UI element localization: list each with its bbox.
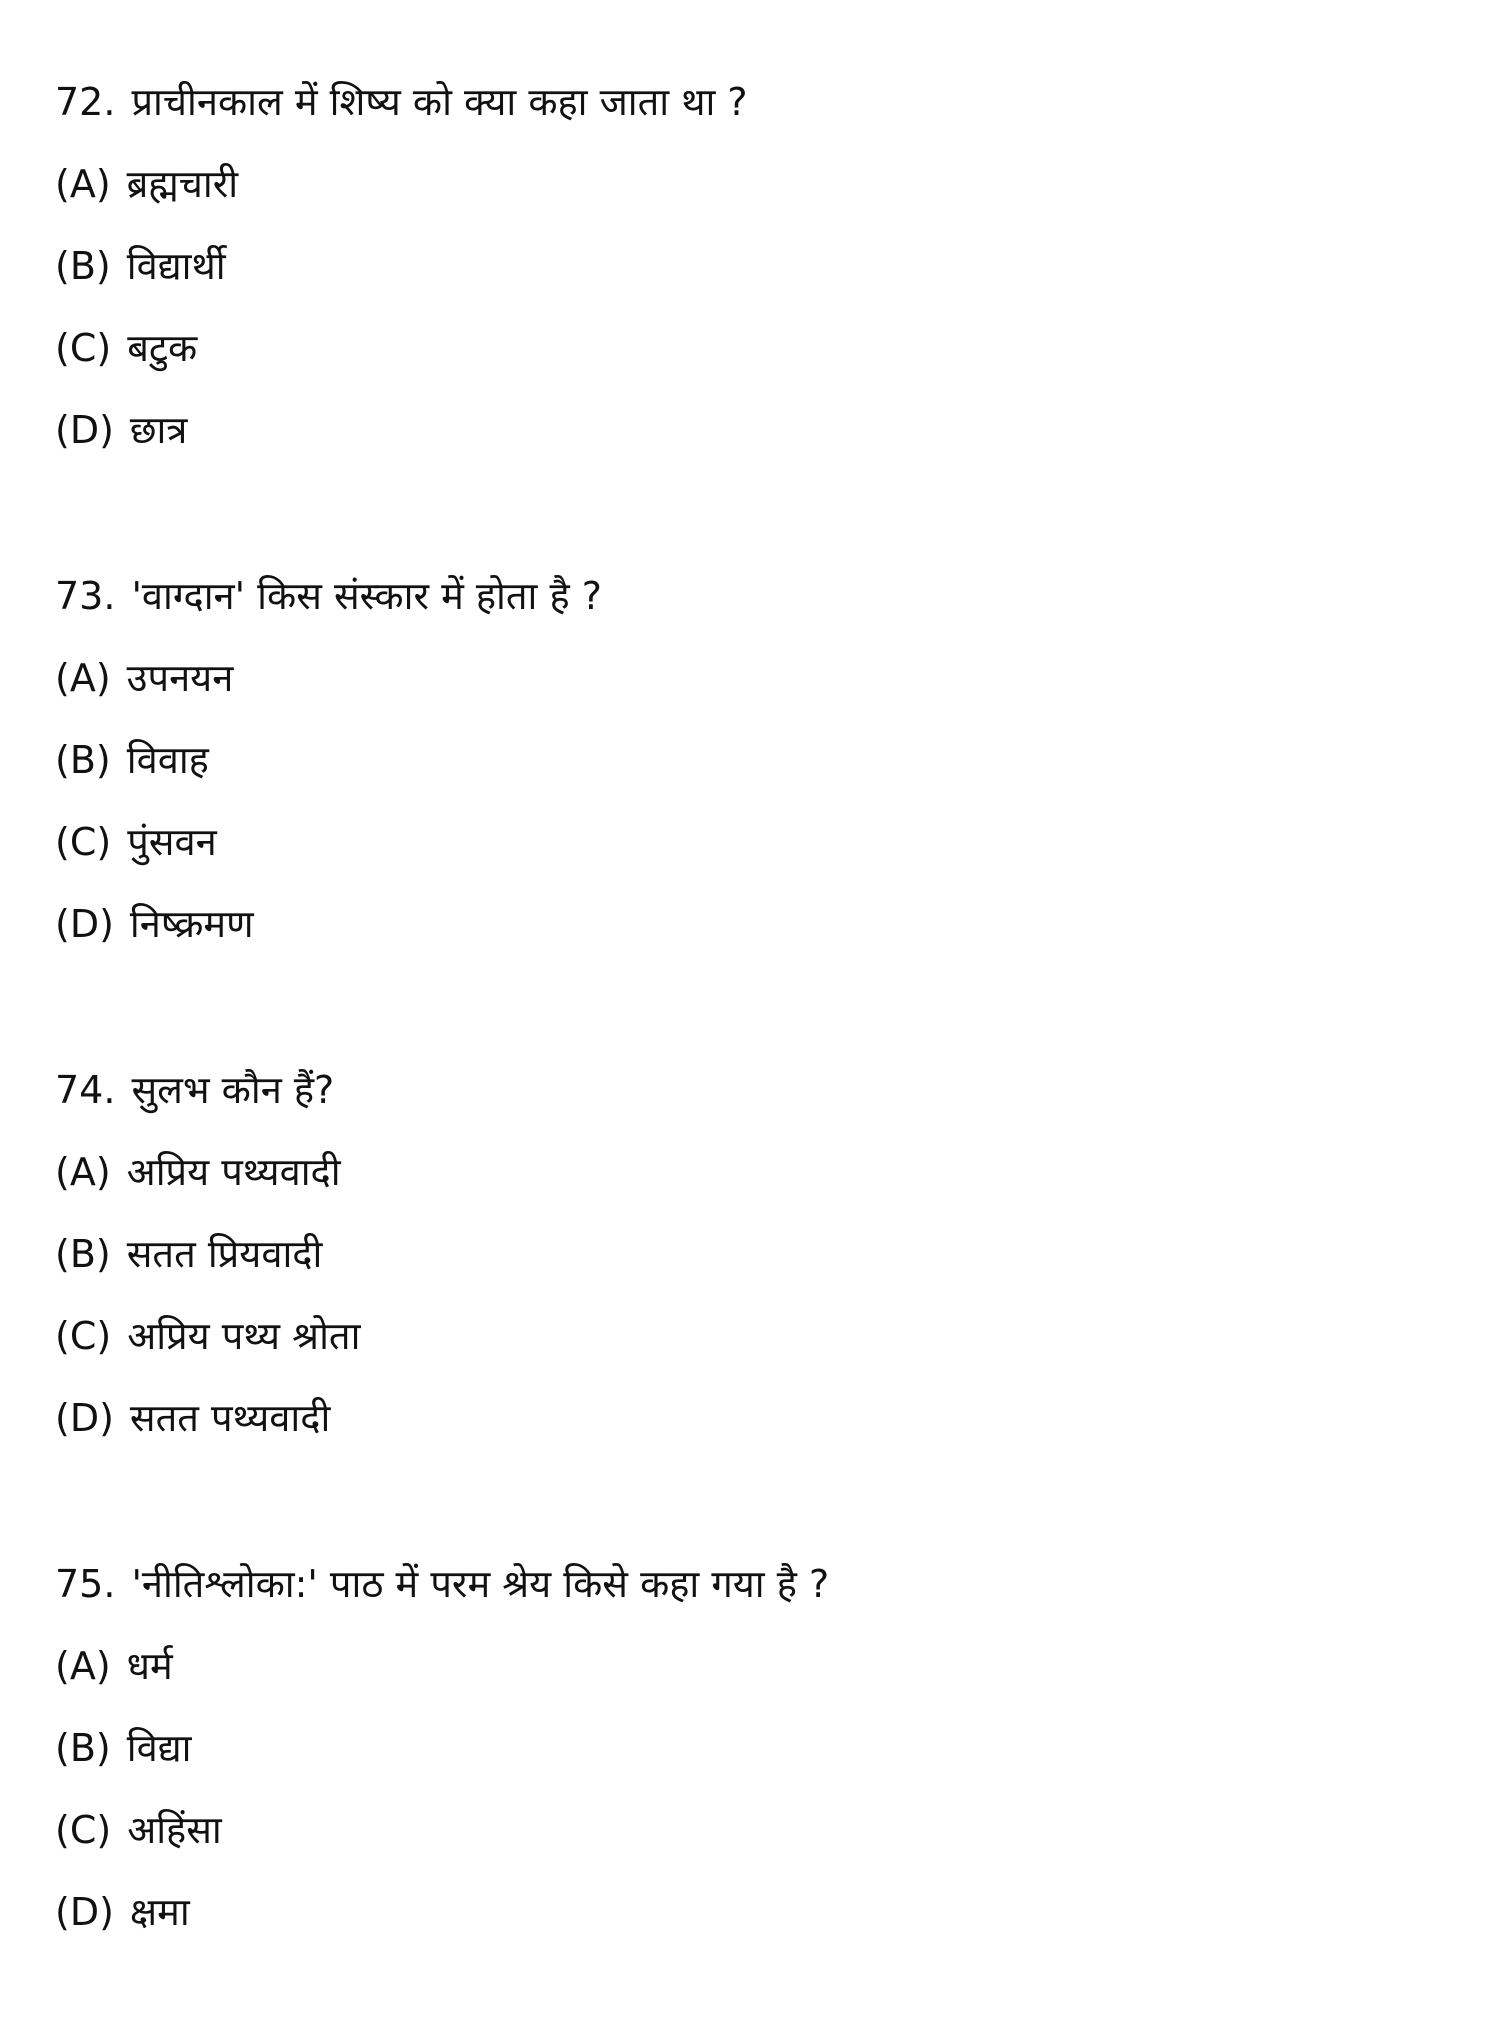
question-text: प्राचीनकाल में शिष्य को क्या कहा जाता था ?	[131, 80, 748, 124]
option-text: अहिंसा	[127, 1808, 222, 1852]
option-label: (B)	[55, 1726, 111, 1770]
option-text: ब्रह्मचारी	[126, 162, 239, 206]
option-text: पुंसवन	[127, 820, 217, 864]
option-d	[55, 400, 1455, 482]
question-number: 75.	[55, 1562, 116, 1606]
option-a	[55, 648, 1455, 730]
question-number: 74.	[55, 1068, 116, 1112]
option-label: (C)	[55, 326, 112, 370]
option-d	[55, 894, 1455, 976]
question-stem	[55, 566, 1455, 648]
option-text: विद्या	[126, 1726, 192, 1770]
option-c	[55, 1306, 1455, 1388]
option-a	[55, 1142, 1455, 1224]
option-label: (C)	[55, 1808, 112, 1852]
option-label: (C)	[55, 820, 112, 864]
question-number: 72.	[55, 80, 116, 124]
question-stem	[55, 72, 1455, 154]
option-d	[55, 1388, 1455, 1470]
option-label: (D)	[55, 1396, 114, 1440]
question-74	[55, 1060, 1455, 1470]
option-label: (D)	[55, 408, 114, 452]
option-b	[55, 1224, 1455, 1306]
option-text: धर्म	[126, 1644, 173, 1688]
option-b	[55, 730, 1455, 812]
option-label: (B)	[55, 738, 111, 782]
option-label: (A)	[55, 1150, 111, 1194]
question-stem	[55, 1060, 1455, 1142]
option-text: सतत प्रियवादी	[126, 1232, 323, 1276]
option-label: (B)	[55, 244, 111, 288]
option-text: क्षमा	[129, 1890, 190, 1934]
option-label: (A)	[55, 162, 111, 206]
option-label: (D)	[55, 1890, 114, 1934]
option-a	[55, 1636, 1455, 1718]
question-text: सुलभ कौन हैं?	[131, 1068, 335, 1112]
question-73	[55, 566, 1455, 976]
option-c	[55, 318, 1455, 400]
option-label: (C)	[55, 1314, 112, 1358]
option-label: (B)	[55, 1232, 111, 1276]
option-a	[55, 154, 1455, 236]
option-text: विवाह	[126, 738, 209, 782]
question-text: 'वाग्दान' किस संस्कार में होता है ?	[131, 574, 602, 618]
option-d	[55, 1882, 1455, 1964]
option-text: अप्रिय पथ्यवादी	[126, 1150, 341, 1194]
question-number: 73.	[55, 574, 116, 618]
option-text: बटुक	[127, 326, 198, 370]
option-label: (D)	[55, 902, 114, 946]
option-b	[55, 236, 1455, 318]
option-text: विद्यार्थी	[126, 244, 226, 288]
option-b	[55, 1718, 1455, 1800]
option-label: (A)	[55, 1644, 111, 1688]
question-text: 'नीतिश्लोका:' पाठ में परम श्रेय किसे कहा गया है ?	[131, 1562, 830, 1606]
option-text: निष्क्रमण	[129, 902, 254, 946]
question-75	[55, 1554, 1455, 1964]
option-label: (A)	[55, 656, 111, 700]
option-c	[55, 812, 1455, 894]
option-text: उपनयन	[126, 656, 234, 700]
option-c	[55, 1800, 1455, 1882]
option-text: सतत पथ्यवादी	[129, 1396, 331, 1440]
option-text: अप्रिय पथ्य श्रोता	[127, 1314, 361, 1358]
question-stem	[55, 1554, 1455, 1636]
question-72	[55, 72, 1455, 482]
option-text: छात्र	[129, 408, 188, 452]
